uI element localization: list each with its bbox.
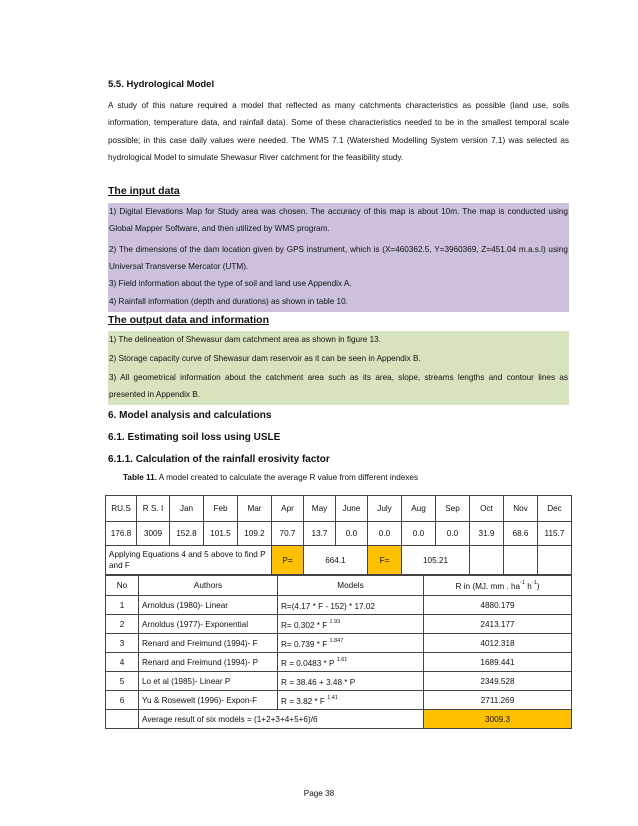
model-no: 3 (106, 634, 139, 653)
model-row (106, 691, 572, 710)
model-value: 2711.269 (424, 691, 572, 710)
output-heading: The output data and information (108, 314, 269, 326)
model-exponent: 1.61 (336, 656, 348, 663)
empty-cell (106, 710, 139, 729)
rainfall-table (105, 495, 572, 575)
section-paragraph: A study of this nature required a model that reflected as many catchments characteristics as possible (land use, soils information, temperature data, and rainfall data). Some of these characteristics needed to be in the smallest temporal scale possible; in this case daily values were needed. The WMS 7.1 (Watershed Modelling System version 7.1) was selected as hydrological Model to simulate Shewasur River catchment for the feasibility study. (108, 101, 569, 162)
apply-equations-cell: Applying Equations 4 and 5 above to find P and F (106, 546, 272, 575)
month-header-row (106, 496, 572, 522)
value-cell: 3009 (137, 522, 170, 546)
header-cell: Dec (538, 496, 572, 522)
output-item-1: 1) The delineation of Shewasur dam catchment area as shown in figure 13. (108, 331, 569, 348)
value-cell: 13.7 (304, 522, 336, 546)
value-cell: 0.0 (336, 522, 368, 546)
value-cell: 152.8 (170, 522, 204, 546)
model-formula-text: R = 0.0483 * P (281, 658, 337, 668)
output-item-2: 2) Storage capacity curve of Shewasur dam reservoir as it can be seen in Appendix B. (108, 348, 569, 369)
models-header: Models (278, 576, 424, 596)
f-value-cell: 105.21 (402, 546, 470, 575)
model-exponent: 1.93 (329, 618, 341, 625)
output-item-3: 3) All geometrical information about the catchment area such as its area, slope, streams lengths and contour lines as presented in Appendix B. (108, 369, 569, 405)
model-row (106, 653, 572, 672)
header-cell: May (304, 496, 336, 522)
model-formula (278, 653, 424, 672)
value-cell: 0.0 (436, 522, 470, 546)
header-cell: July (368, 496, 402, 522)
model-value: 2413.177 (424, 615, 572, 634)
model-row (106, 615, 572, 634)
page-number: Page 38 (303, 789, 335, 798)
model-author: Renard and Freimund (1994)- P (139, 653, 278, 672)
model-formula-text: R = 3.82 * F (281, 696, 328, 706)
header-cell: Oct (470, 496, 504, 522)
r-header-h: h (525, 582, 532, 591)
input-item-1: 1) Digital Elevations Map for Study area was chosen. The accuracy of this map is about 10m. The map is conducted using Global Mapper Software, and then utilized by WMS program. (108, 203, 569, 241)
model-formula (278, 672, 424, 691)
model-no: 2 (106, 615, 139, 634)
model-author: Arnoldus (1977)- Exponential (139, 615, 278, 634)
model-author: Arnoldus (1980)- Linear (139, 596, 278, 615)
value-cell: 115.7 (538, 522, 572, 546)
models-table (105, 575, 572, 729)
model-formula-text: R = 38.46 + 3.48 * P (281, 677, 356, 687)
model-value: 1689.441 (424, 653, 572, 672)
model-formula (278, 596, 424, 615)
header-cell: Nov (504, 496, 538, 522)
r-header (424, 576, 572, 596)
model-formula-text: R= 0.302 * F (281, 620, 330, 630)
heading-6-1: 6.1. Estimating soil loss using USLE (108, 432, 281, 443)
value-cell: 31.9 (470, 522, 504, 546)
model-author: Lo et al (1985)- Linear P (139, 672, 278, 691)
model-row (106, 634, 572, 653)
heading-6: 6. Model analysis and calculations (108, 410, 272, 421)
r-header-sup2: -1 (531, 580, 537, 586)
model-row (106, 596, 572, 615)
value-cell: 68.6 (504, 522, 538, 546)
p-label-cell: P= (272, 546, 304, 575)
model-value: 2349.528 (424, 672, 572, 691)
header-cell: Feb (204, 496, 238, 522)
model-exponent: 1.847 (329, 637, 344, 644)
model-formula (278, 634, 424, 653)
authors-header: Authors (139, 576, 278, 596)
model-no: 4 (106, 653, 139, 672)
average-text: Average result of six models = (1+2+3+4+5+6)/6 (139, 710, 424, 729)
value-cell: 101.5 (204, 522, 238, 546)
model-formula (278, 615, 424, 634)
value-cell: 0.0 (368, 522, 402, 546)
value-cell: 0.0 (402, 522, 436, 546)
f-label-cell: F= (368, 546, 402, 575)
input-item-3: 3) Field information about the type of soil and land use Appendix A. (108, 273, 569, 294)
model-no: 5 (106, 672, 139, 691)
model-value: 4880.179 (424, 596, 572, 615)
average-row (106, 710, 572, 729)
table-caption (123, 473, 418, 482)
header-cell: June (336, 496, 368, 522)
model-exponent: 1.41 (327, 694, 338, 701)
model-no: 6 (106, 691, 139, 710)
model-author: Yu & Rosewelt (1996)- Expon-F (139, 691, 278, 710)
header-cell: Aug (402, 496, 436, 522)
pf-row (106, 546, 572, 575)
value-cell: 70.7 (272, 522, 304, 546)
table-caption-text: A model created to calculate the average R value from different indexes (156, 473, 419, 482)
p-value-cell: 664.1 (304, 546, 368, 575)
header-cell: Mar (238, 496, 272, 522)
model-row (106, 672, 572, 691)
header-cell: RU.S (106, 496, 137, 522)
header-cell: Apr (272, 496, 304, 522)
input-item-4: 4) Rainfall information (depth and durations) as shown in table 10. (108, 294, 569, 312)
section-heading: 5.5. Hydrological Model (108, 79, 215, 90)
model-formula-text: R= 0.739 * F (281, 639, 330, 649)
month-values-row (106, 522, 572, 546)
input-heading: The input data (108, 185, 180, 197)
header-cell: Jan (170, 496, 204, 522)
header-cell: R S. I (137, 496, 170, 522)
model-value: 4012.318 (424, 634, 572, 653)
table-caption-label: Table 11. (123, 473, 157, 482)
r-header-close: ) (536, 582, 540, 591)
r-header-sup1: -1 (520, 580, 526, 586)
header-cell: Sep (436, 496, 470, 522)
r-header-text: R in (MJ. mm . ha (455, 582, 521, 591)
model-author: Renard and Freimund (1994)- F (139, 634, 278, 653)
empty-cell (470, 546, 504, 575)
model-no: 1 (106, 596, 139, 615)
model-formula (278, 691, 424, 710)
empty-cell (504, 546, 538, 575)
empty-cell (538, 546, 572, 575)
value-cell: 176.8 (106, 522, 137, 546)
value-cell: 109.2 (238, 522, 272, 546)
model-formula-text: R=(4.17 * F - 152) * 17.02 (281, 601, 375, 611)
no-header: No (106, 576, 139, 596)
input-item-2: 2) The dimensions of the dam location given by GPS instrument, which is (X=460362.5, Y=3960369, Z=451.04 m.a.s.l) using Universal Transverse Mercator (UTM). (108, 241, 569, 273)
average-value: 3009.3 (424, 710, 572, 729)
heading-6-1-1: 6.1.1. Calculation of the rainfall erosivity factor (108, 454, 330, 465)
models-header-row (106, 576, 572, 596)
